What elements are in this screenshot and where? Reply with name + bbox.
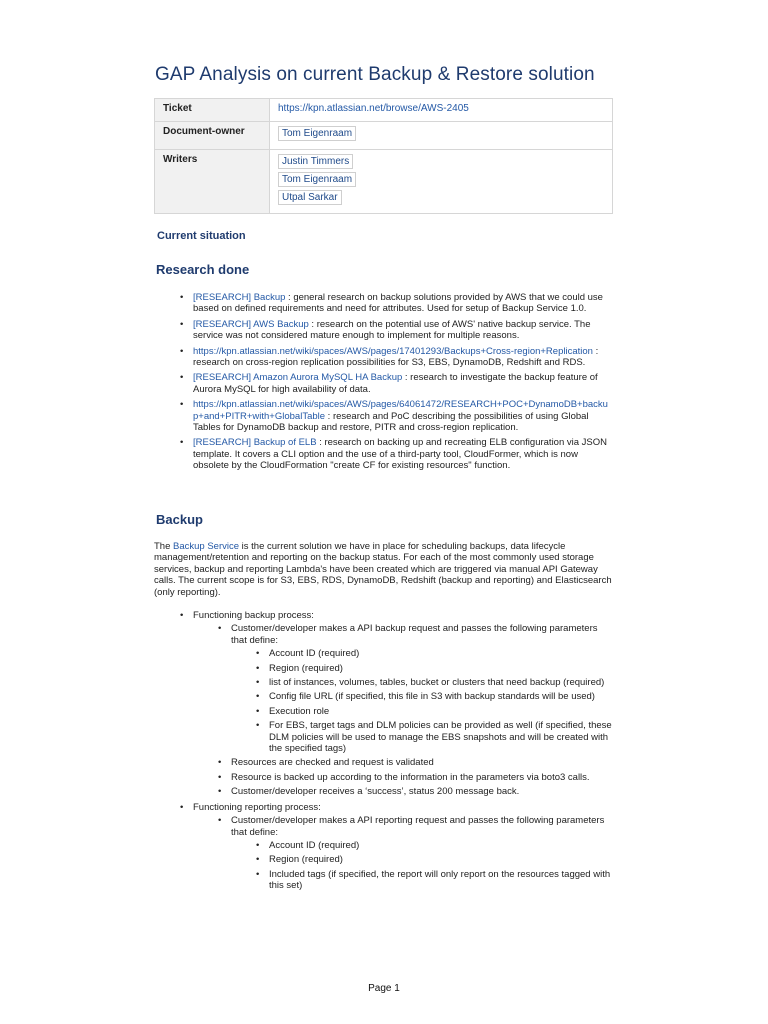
param-item: • Account ID (required) bbox=[269, 648, 613, 659]
intro-text: is the current solution we have in place for scheduling backups, data lifecycle management/retention and reporting on the backup status. For each of the most commonly used storage services, backup and reporting Lambda's have been created which are triggered via manual API Gateway calls. The current scope is for S3, EBS, RDS, DynamoDB, Redshift (backup and reporting) and Elasticsearch (only reporting). bbox=[154, 541, 612, 598]
step-text: Customer/developer makes a API reporting request and passes the following parameters that define: bbox=[231, 815, 605, 838]
writer-user-mention[interactable]: Tom Eigenraam bbox=[278, 172, 356, 187]
backup-service-link[interactable]: Backup Service bbox=[173, 541, 240, 552]
research-item bbox=[193, 346, 613, 369]
research-text: : research to investigate the backup feature of Aurora MySQL for high availability of data. bbox=[193, 372, 598, 395]
param-item: • Account ID (required) bbox=[269, 840, 613, 851]
reporting-step bbox=[231, 815, 613, 891]
reporting-process-item bbox=[193, 802, 613, 892]
intro-text: The bbox=[154, 541, 174, 552]
owner-user-mention[interactable]: Tom Eigenraam bbox=[278, 126, 356, 141]
research-text: : research on cross-region replication possibilities for S3, EBS, DynamoDB, Redshift and RDS. bbox=[193, 345, 599, 369]
research-item bbox=[193, 292, 613, 315]
page-number: Page 1 bbox=[368, 983, 400, 994]
backup-params-list bbox=[269, 648, 613, 754]
current-situation-heading: Current situation bbox=[157, 230, 246, 242]
ticket-row bbox=[155, 99, 613, 122]
param-item: • Execution role bbox=[269, 706, 613, 717]
backup-heading: Backup bbox=[156, 512, 203, 527]
page-title: GAP Analysis on current Backup & Restore solution bbox=[155, 64, 595, 85]
backup-steps-list bbox=[231, 623, 613, 797]
param-item: • Config file URL (if specified, this file in S3 with backup standards will be used) bbox=[269, 691, 613, 702]
backup-step bbox=[231, 623, 613, 754]
owner-label: Document-owner bbox=[155, 122, 270, 150]
metadata-table bbox=[154, 98, 613, 214]
research-link[interactable]: [RESEARCH] Backup bbox=[193, 292, 286, 303]
backup-step: • Resources are checked and request is validated bbox=[231, 757, 613, 768]
backup-step: • Customer/developer receives a ‘success’, status 200 message back. bbox=[231, 786, 613, 797]
writers-cell bbox=[270, 150, 613, 214]
param-item: • Region (required) bbox=[269, 663, 613, 674]
research-item bbox=[193, 319, 613, 342]
research-text: : research and PoC describing the possibilities of using Global Tables for DynamoDB backup and restore, PITR and cross-region replication. bbox=[193, 410, 589, 434]
step-text: Customer/developer makes a API backup request and passes the following parameters that define: bbox=[231, 623, 598, 646]
backup-step: • Resource is backed up according to the information in the parameters via boto3 calls. bbox=[231, 772, 613, 783]
research-item bbox=[193, 372, 613, 395]
ticket-cell bbox=[270, 99, 613, 122]
backup-intro-paragraph bbox=[154, 541, 614, 598]
research-heading: Research done bbox=[156, 262, 250, 277]
research-link[interactable]: [RESEARCH] Backup of ELB bbox=[193, 437, 317, 449]
reporting-process-label: Functioning reporting process: bbox=[193, 801, 321, 813]
research-link[interactable]: [RESEARCH] AWS Backup bbox=[193, 318, 309, 330]
ticket-link[interactable]: https://kpn.atlassian.net/browse/AWS-2405 bbox=[278, 103, 469, 114]
param-item: • Included tags (if specified, the report will only report on the resources tagged with this set) bbox=[269, 869, 613, 892]
research-item bbox=[193, 399, 613, 433]
reporting-params-list bbox=[269, 840, 613, 892]
research-text: : research on the potential use of AWS' native backup service. The service was not considered mature enough to implement for multiple reasons. bbox=[193, 318, 591, 342]
research-item bbox=[193, 437, 613, 471]
writer-user-mention[interactable]: Justin Timmers bbox=[278, 154, 353, 169]
param-item: • list of instances, volumes, tables, bucket or clusters that need backup (required) bbox=[269, 677, 613, 688]
research-text: : general research on backup solutions provided by AWS that we could use based on defined requirements and need for attributes. Used for setup of Backup Service 1.0. bbox=[193, 292, 603, 315]
backup-process-label: Functioning backup process: bbox=[193, 610, 314, 621]
writers-row bbox=[155, 150, 613, 214]
research-link[interactable]: [RESEARCH] Amazon Aurora MySQL HA Backup bbox=[193, 372, 403, 384]
reporting-steps-list bbox=[231, 815, 613, 891]
owner-cell bbox=[270, 122, 613, 150]
research-link[interactable]: https://kpn.atlassian.net/wiki/spaces/AWS/pages/17401293/Backups+Cross-region+Replication bbox=[193, 345, 593, 357]
param-item: • Region (required) bbox=[269, 854, 613, 865]
writers-label: Writers bbox=[155, 150, 270, 214]
param-item: • For EBS, target tags and DLM policies can be provided as well (if specified, these DLM policies will be used to manage the EBS snapshots and will be created with the specified tags) bbox=[269, 720, 613, 754]
ticket-label: Ticket bbox=[155, 99, 270, 122]
backup-process-item bbox=[193, 610, 613, 798]
owner-row bbox=[155, 122, 613, 150]
process-list bbox=[193, 610, 613, 896]
research-text: : research on backing up and recreating ELB configuration via JSON template. It covers a CLI option and the use of a third-party tool, CloudFormer, which is now obsolete by the CloudFormation "create CF for existing resources" function. bbox=[193, 437, 608, 472]
research-list bbox=[193, 292, 613, 476]
writer-user-mention[interactable]: Utpal Sarkar bbox=[278, 190, 342, 205]
research-link[interactable]: https://kpn.atlassian.net/wiki/spaces/AWS/pages/64061472/RESEARCH+POC+DynamoDB+backup+and+PITR+with+GlobalTable bbox=[193, 399, 608, 422]
